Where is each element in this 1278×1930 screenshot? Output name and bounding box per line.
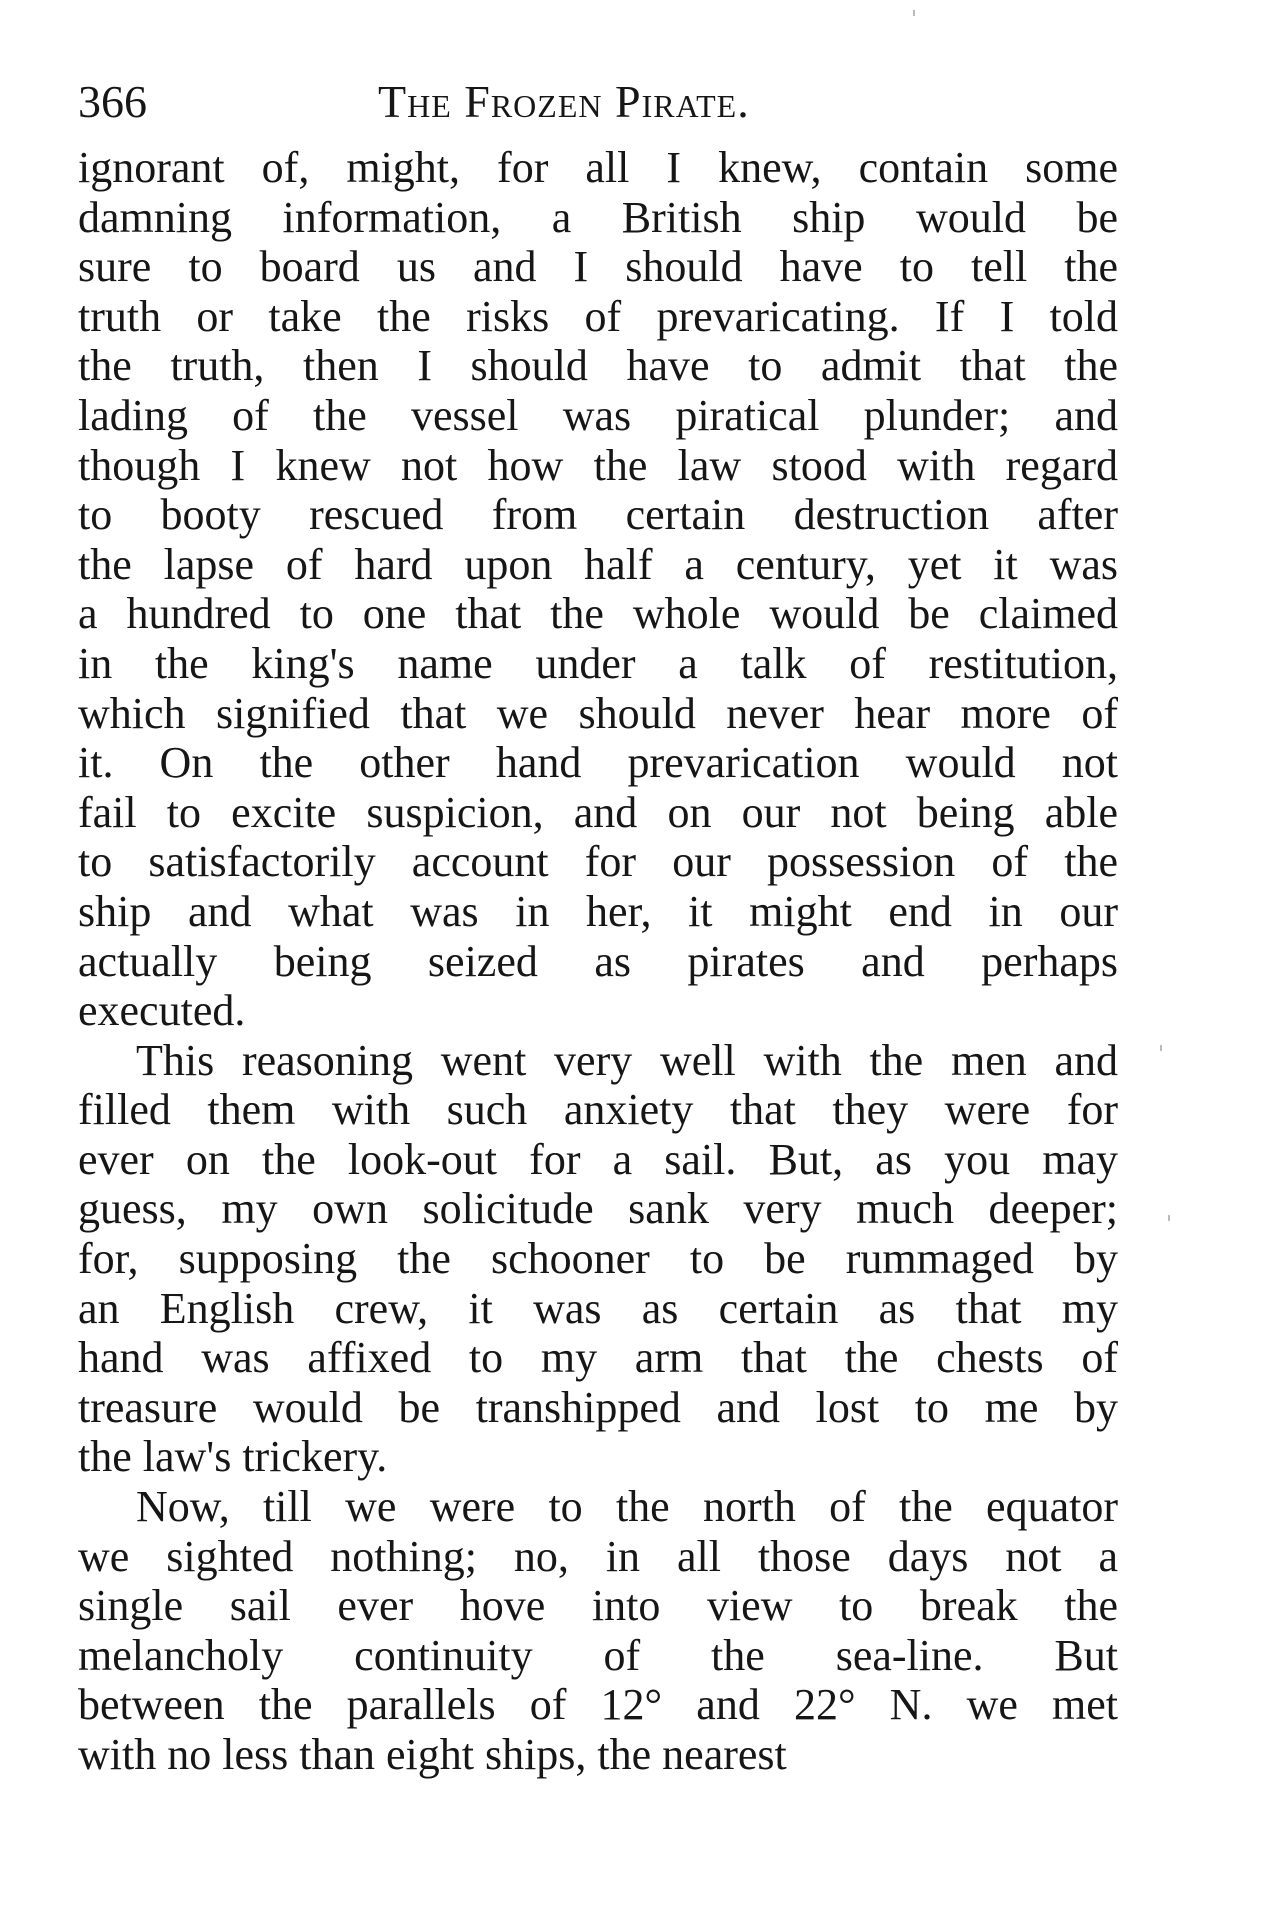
text-line: an English crew, it was as certain as that my: [78, 1283, 1118, 1333]
text-line: to booty rescued from certain destruction after: [78, 490, 1118, 540]
text-line: between the parallels of 12° and 22° N. we met: [78, 1680, 1118, 1730]
paper-speck: [913, 10, 915, 16]
text-line: melancholy continuity of the sea-line. But: [78, 1630, 1118, 1680]
text-line: a hundred to one that the whole would be claimed: [78, 589, 1118, 639]
text-line: ever on the look-out for a sail. But, as you may: [78, 1134, 1118, 1184]
text-line: sure to board us and I should have to tell the: [78, 242, 1118, 292]
text-line: This reasoning went very well with the men and: [136, 1035, 1118, 1085]
text-line: ignorant of, might, for all I knew, contain some: [78, 143, 1118, 192]
text-line: damning information, a British ship would be: [78, 192, 1118, 242]
text-line: though I knew not how the law stood with regard: [78, 440, 1118, 490]
paper-speck: [1160, 1045, 1162, 1051]
paragraph: [78, 1482, 1118, 1780]
text-line: which signified that we should never hear more of: [78, 688, 1118, 738]
text-line: treasure would be transhipped and lost to me by: [78, 1382, 1118, 1432]
text-line: lading of the vessel was piratical plunder; and: [78, 390, 1118, 440]
text-line: in the king's name under a talk of restitution,: [78, 638, 1118, 688]
text-line: to satisfactorily account for our possession of the: [78, 837, 1118, 887]
paper-speck: [1168, 1215, 1170, 1221]
text-line: single sail ever hove into view to break the: [78, 1581, 1118, 1631]
paragraph: [78, 1036, 1118, 1482]
text-line: actually being seized as pirates and perhaps: [78, 936, 1118, 986]
text-line: Now, till we were to the north of the equator: [136, 1482, 1118, 1532]
text-line: executed.: [78, 986, 246, 1036]
page-number: 366: [78, 76, 147, 127]
text-line: the lapse of hard upon half a century, yet it was: [78, 539, 1118, 589]
text-line: ship and what was in her, it might end in our: [78, 886, 1118, 936]
text-line: fail to excite suspicion, and on our not being able: [78, 787, 1118, 837]
text-line: we sighted nothing; no, in all those days not a: [78, 1531, 1118, 1581]
text-line: the truth, then I should have to admit that the: [78, 341, 1118, 391]
running-title: The Frozen Pirate.: [378, 76, 750, 127]
text-line: hand was affixed to my arm that the chests of: [78, 1333, 1118, 1383]
text-line: truth or take the risks of prevaricating. If I told: [78, 291, 1118, 341]
text-line: guess, my own solicitude sank very much deeper;: [78, 1184, 1118, 1234]
text-line: the law's trickery.: [78, 1432, 388, 1482]
running-head: [78, 72, 1118, 132]
text-line: it. On the other hand prevarication would not: [78, 738, 1118, 788]
text-line: with no less than eight ships, the nearest: [78, 1730, 787, 1779]
paragraph: [78, 143, 1118, 1036]
text-line: filled them with such anxiety that they were for: [78, 1085, 1118, 1135]
body-text: [78, 143, 1118, 1780]
text-line: for, supposing the schooner to be rummaged by: [78, 1234, 1118, 1284]
